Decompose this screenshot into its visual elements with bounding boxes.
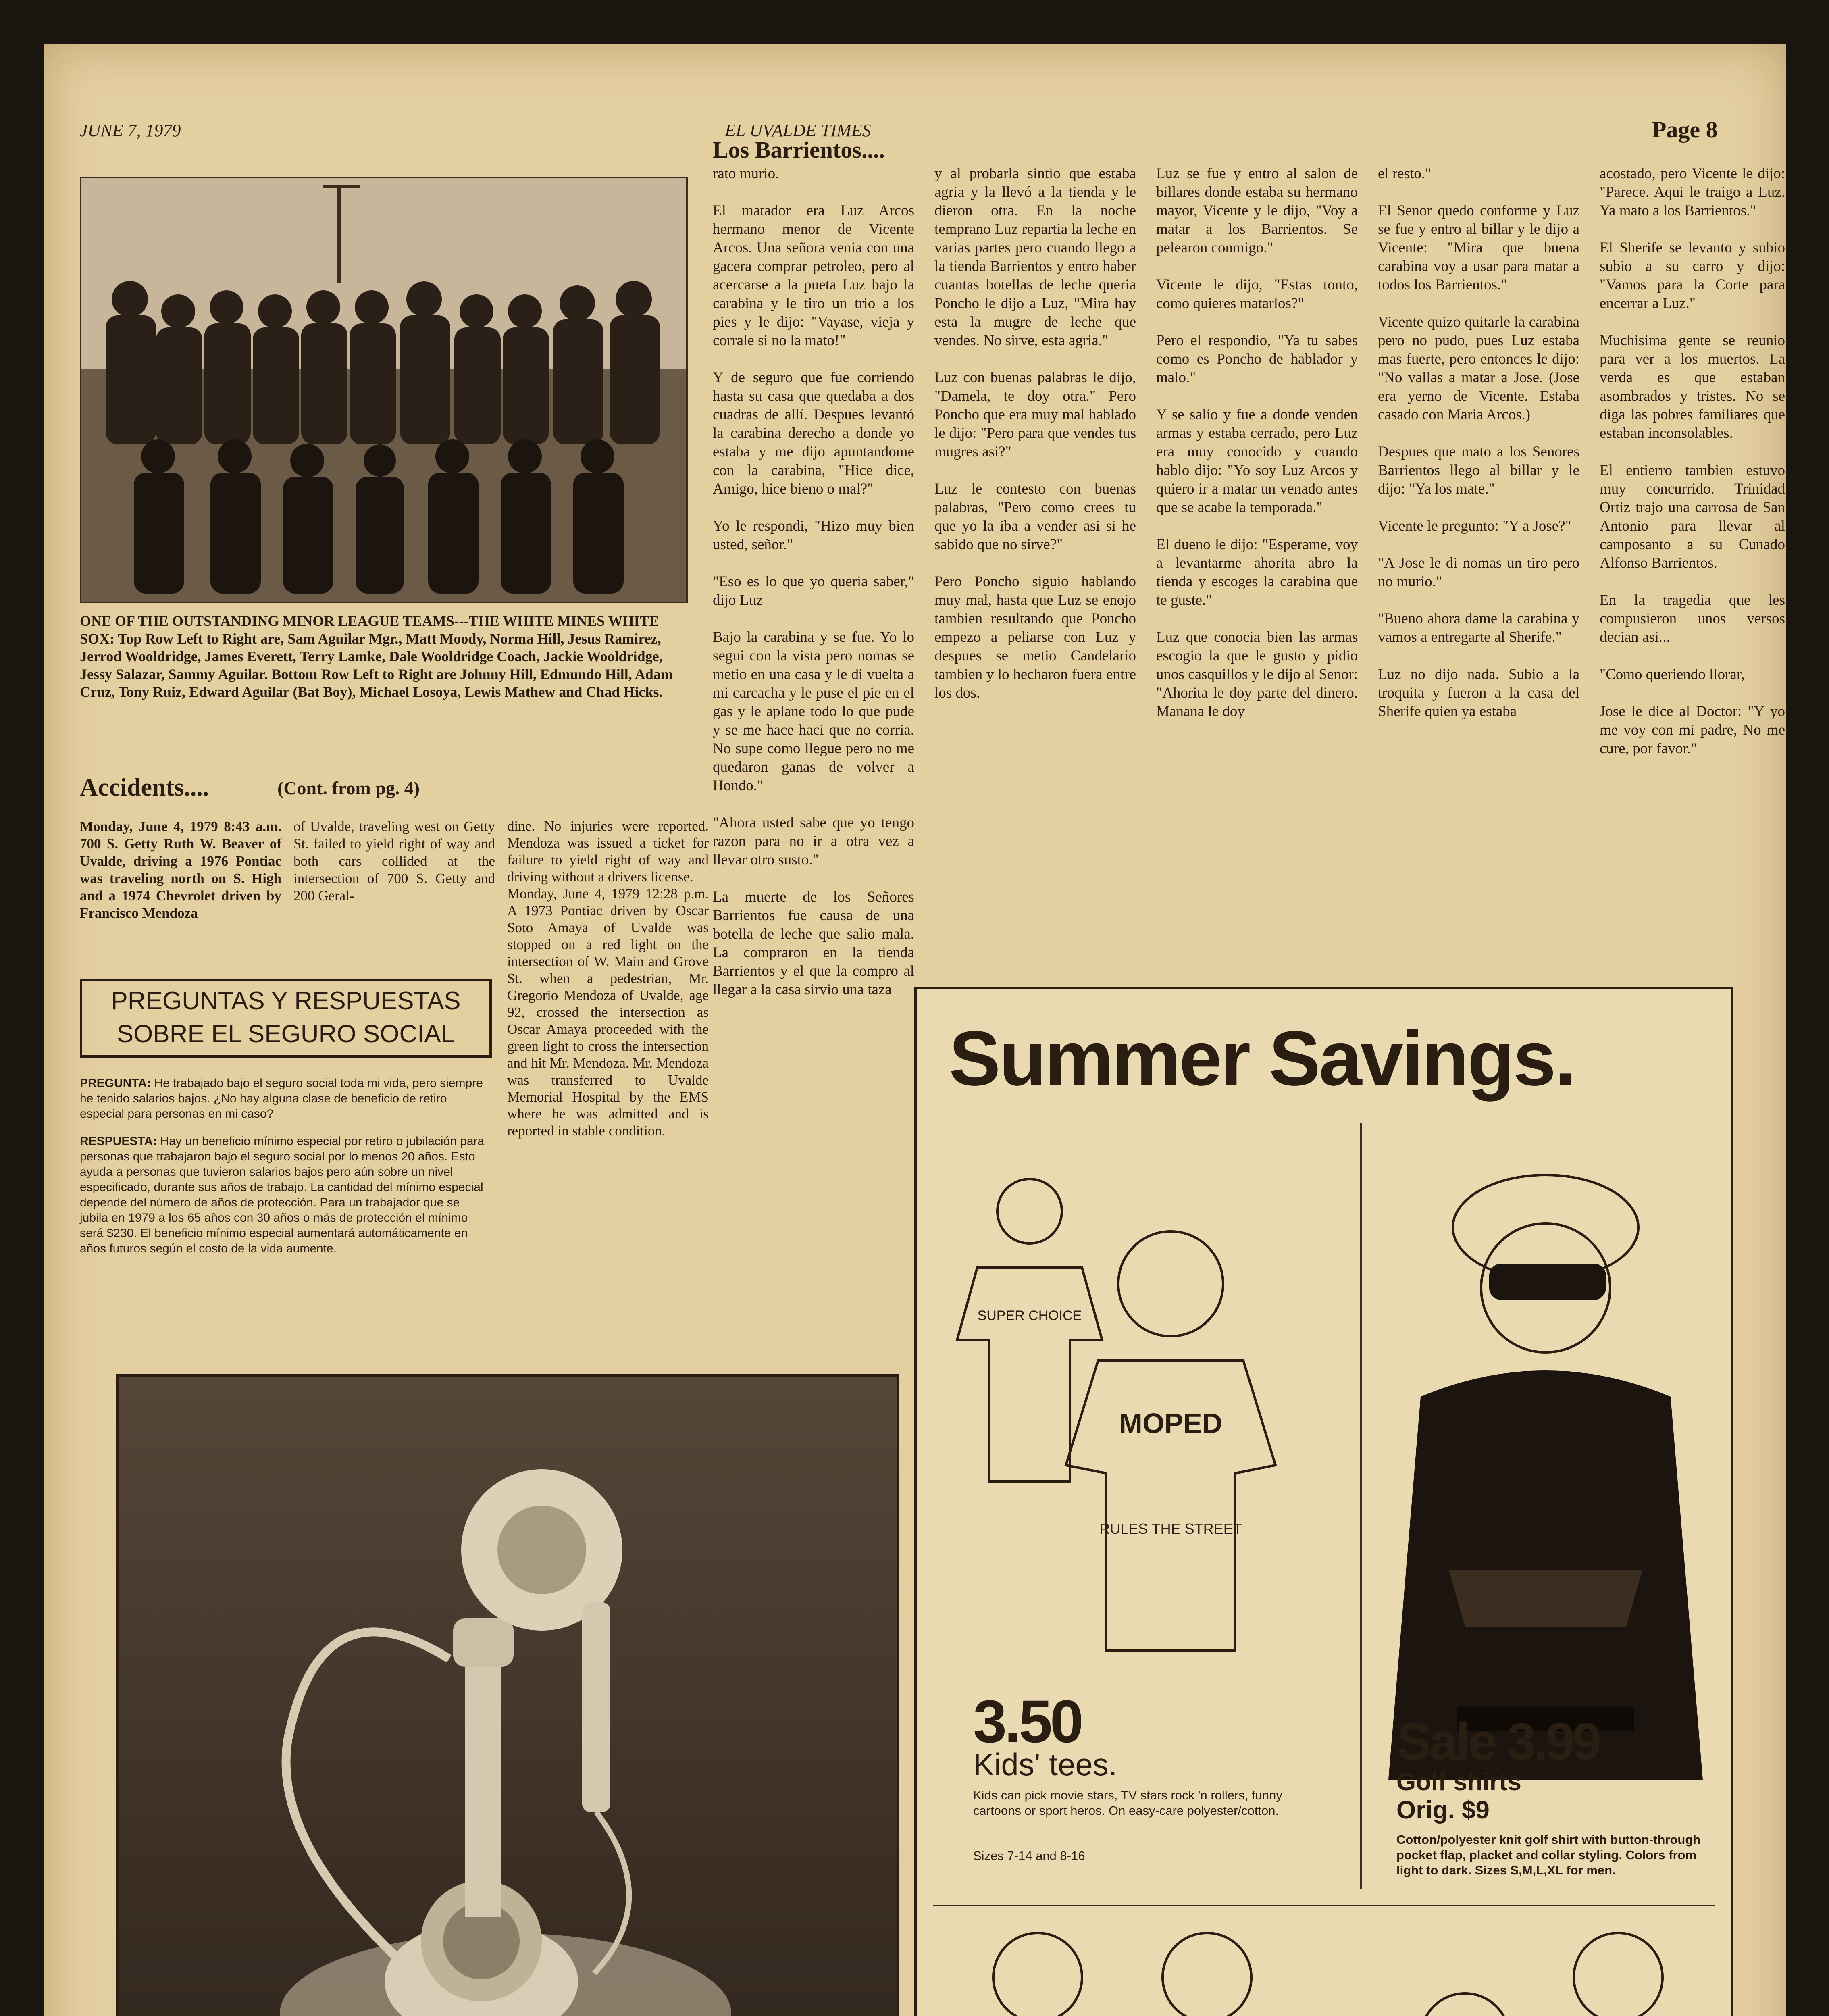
barrientos-column-2: y al probarla sintio que estaba agria y la llevó a la tienda y le dieron otra. En la noche temprano Luz repartia la leche en varias partes pero cuando llego a la tienda Barrientos y entro haber cuantas botellas de leche queria Poncho le dijo a Luz, "Mira hay esta la mugre de leche que vendes. No sirve, esta agria." Luz con buenas palabras le dijo, "Damela, te doy otra." Pero Poncho que era muy mal hablado le dijo: "Pero para que vendes tus mugres asi?" Luz le contesto con buenas palabras, "Pero como crees tu que yo la iba a vender asi si he sabido que no sirve?" Pero Poncho siguio hablando muy mal, hasta que Luz se enojo tambien resultando que Poncho empezo a peliarse con Luz y despues se metio Candelario tambien y lo hecharon fuera entre los dos. — [934, 165, 1136, 701]
barrientos-column-4: el resto." El Senor quedo conforme y Luz se fue y entro al billar y le dijo a Vicente: "Mira que buena carabina voy a usar para matar a todos los Barrientos." Vicente quizo quitarle la carabina pero no pudo, pues Luz estaba mas fuerte, pero entonces le dijo: "No vallas a matar a Jose. (Jose era yerno de Vicente. Estaba casado con Maria Arcos.) Despues que mato a los Senores Barrientos llego al billar y le dijo: "Ya los mate." Vicente le pregunto: "Y a Jose?" "A Jose le di nomas un tiro pero no murio." "Bueno ahora dame la carabina y vamos a entregarte al Sherife." Luz no dijo nada. Subio a la troquita y fueron a la casa del Sherife quien ya estaba — [1378, 165, 1579, 720]
penney-divider-vertical — [1360, 1123, 1362, 1889]
team-photo-figures — [81, 178, 686, 602]
accidents-column-3: dine. No injuries were reported. Mendoza was issued a ticket for failure to yield right of way and driving without a drivers license. Monday, June 4, 1979 12:28 p.m. A 1973 Pontiac driven by Oscar Soto Amaya of Uvalde was stopped on a red light on the intersection of W. Main and Grove St. when a pedestrian, Mr. Gregorio Mendoza of Uvalde, age 92, crossed the intersection as Oscar Amaya proceeded with the green light to cross the intersection and hit Mr. Mendoza. Mr. Mendoza was transferred to Uvalde Memorial Hospital by the EMS where he was admitted and is reported in stable condition. — [507, 818, 709, 1139]
golf-title: Golf shirts — [1396, 1768, 1522, 1796]
barrientos-column-3: Luz se fue y entro al salon de billares donde estaba su hermano mayor, Vicente y le dijo, "Voy a matar a los Barrientos. Se pelearon conmigo." Vicente le dijo, "Estas tonto, como quieres matarlos?" Pero el respondio, "Ya tu sabes como es Poncho de hablador y malo." Y se salio y fue a donde venden armas y estaba cerrado, pero Luz era muy conocido y cuando hablo dijo: "Yo soy Luz Arcos y quiero ir a matar un venado antes que se acabe la temporada." El dueno le dijo: "Esperame, voy a levantarme ahorita abro la tienda y escoges la carabina que te guste." Luz que conocia bien las armas escogio la que le gusto y pidio unos casquillos y le dijo al Senor: "Ahorita le doy parte del dinero. Manana le doy — [1156, 165, 1358, 720]
photo-caption: ONE OF THE OUTSTANDING MINOR LEAGUE TEAMS---THE WHITE MINES WHITE SOX: Top Row Left to Right are, Sam Aguilar Mgr., Matt Moody, Norma Hill, Jesus Ramirez, Jerrod Wooldridge, James Everett, Terry Lamke, Dale Wooldridge Coach, Jackie Wooldridge, Jessy Salazar, Sammy Aguilar. Bottom Row Left to Right are Johnny Hill, Edmundo Hill, Adam Cruz, Tony Ruiz, Edward Aguilar (Bat Boy), Michael Losoya, Lewis Mathew and Chad Hicks. — [80, 613, 673, 700]
question-text: He trabajado bajo el seguro social toda mi vida, pero siempre he tenido salarios bajos. ¿No hay alguna clase de beneficio de retiro especial para personas en mi caso? — [80, 1077, 483, 1120]
answer-label: RESPUESTA: — [80, 1135, 157, 1148]
jcpenney-ad — [914, 987, 1733, 2016]
qa-title-line-2: SOBRE EL SEGURO SOCIAL — [117, 1020, 455, 1048]
kids-tees-illustration — [929, 1151, 1340, 1675]
qa-title-line-1: PREGUNTAS Y RESPUESTAS — [111, 987, 461, 1015]
newspaper-page — [44, 44, 1786, 2016]
kids-tees-sizes: Sizes 7-14 and 8-16 — [973, 1849, 1085, 1863]
tee-print-2: MOPED — [1119, 1408, 1223, 1439]
golf-shirt-illustration — [1368, 1135, 1723, 1804]
issue-date: JUNE 7, 1979 — [80, 121, 181, 140]
accidents-column-2: of Uvalde, traveling west on Getty St. failed to yield right of way and both cars collided at the intersection of 700 S. Getty and 200 Geral- — [293, 818, 495, 904]
golf-description: Cotton/polyester knit golf shirt with button-through pocket flap, placket and collar styling. Colors from light to dark. Sizes S,M,L,XL for men. — [1396, 1833, 1701, 1877]
kids-tees-price: 3.50 — [973, 1687, 1081, 1755]
barrientos-title: Los Barrientos.... — [713, 137, 885, 163]
golf-price: Sale 3.99 — [1396, 1712, 1599, 1771]
answer-text: Hay un beneficio mínimo especial por retiro o jubilación para personas que trabajaron bajo el seguro social por lo menos 20 años. Esto ayuda a personas que tuvieron salarios bajos pero aún sobre un nivel especificado, durante sus años de trabajo. La cantidad del mínimo especial depende del número de años de protección. Para un trabajador que se jubila en 1979 a los 65 años con 30 años o más de protección el mínimo será $230. El beneficio mínimo especial aumentará automáticamente en años futuros según el costo de la vida aumente. — [80, 1135, 485, 1255]
team-photo — [80, 177, 688, 603]
penney-divider-horizontal — [933, 1905, 1715, 1906]
tee-print-1: SUPER CHOICE — [977, 1308, 1082, 1323]
accidents-continued: (Cont. from pg. 4) — [277, 778, 420, 798]
masthead: EL UVALDE TIMES — [725, 121, 871, 140]
accidents-column-1: Monday, June 4, 1979 8:43 a.m. 700 S. Getty Ruth W. Beaver of Uvalde, driving a 1976 Pontiac was traveling north on S. High and a 1974 Chevrolet driven by Francisco Mendoza — [80, 818, 281, 921]
swimwear-illustration — [933, 1917, 1320, 2016]
page-number: Page 8 — [1652, 117, 1718, 143]
qa-box — [80, 979, 492, 1058]
bell-ad — [116, 1374, 899, 2016]
qa-body — [80, 1076, 491, 1268]
kids-tees-title: Kids' tees. — [973, 1747, 1117, 1782]
candlestick-phone-illustration — [119, 1377, 897, 2016]
golf-original-price: Orig. $9 — [1396, 1796, 1490, 1824]
sunwear-illustration — [1368, 1917, 1715, 2016]
candlestick-photo — [119, 1377, 897, 2016]
question-label: PREGUNTA: — [80, 1077, 151, 1090]
barrientos-column-1: rato murio. El matador era Luz Arcos hermano menor de Vicente Arcos. Una señora venia con una gacera comprar petroleo, pero al acercarse a la pueta Luz bajo la carabina y le tiro un trio a los pies y le dijo: "Vayase, vieja y corrale si no la mato!" Y de seguro que fue corriendo hasta su casa que quedaba a dos cuadras de allí. Despues levantó la carabina derecho a donde yo estaba y me dijo apuntandome con la carabina, "Hice dice, Amigo, hice bieno o mal?" Yo le respondi, "Hizo muy bien usted, señor." "Eso es lo que yo queria saber," dijo Luz Bajo la carabina y se fue. Yo lo segui con la vista pero nomas se metio en una casa y le di vuelta a mi carcacha y le puse el pie en el gas y le aplane todo lo que pude y se me hace haci que no corria. No supe como llegue pero no me quedaron ganas de volver a Hondo." "Ahora usted sabe que yo tengo razon para no ir a otra vez a llevar otro susto." La muerte de los Señores Barrientos fue causa de una botella de leche que salio mala. La compraron en la tienda Barrientos y el que la compro al llegar a la casa sirvio una taza — [713, 165, 914, 998]
tee-print-3: RULES THE STREET — [1099, 1520, 1242, 1537]
penney-headline: Summer Savings. — [949, 1015, 1575, 1102]
barrientos-column-5: acostado, pero Vicente le dijo: "Parece. Aqui le traigo a Luz. Ya mato a los Barrientos." El Sherife se levanto y subio subio a su carro y dijo: "Vamos para la Corte para encerrar a Luz." Muchisima gente se reunio para ver a los muertos. La verda es que estaban asombrados y tristes. No se diga las pobres familiares que estaban inconsolables. El entierro tambien estuvo muy concurrido. Trinidad Ortiz trajo una carrosa de San Antonio para llevar al camposanto a su Cunado Alfonso Barrientos. En la tragedia que les compusieron unos versos decian asi... "Como queriendo llorar, Jose le dice al Doctor: "Y yo me voy con mi padre, No me cure, por favor." — [1600, 165, 1785, 757]
kids-tees-description: Kids can pick movie stars, TV stars rock 'n rollers, funny cartoons or sport heros. On easy-care polyester/cotton. — [973, 1788, 1282, 1818]
accidents-title: Accidents.... — [80, 774, 209, 801]
